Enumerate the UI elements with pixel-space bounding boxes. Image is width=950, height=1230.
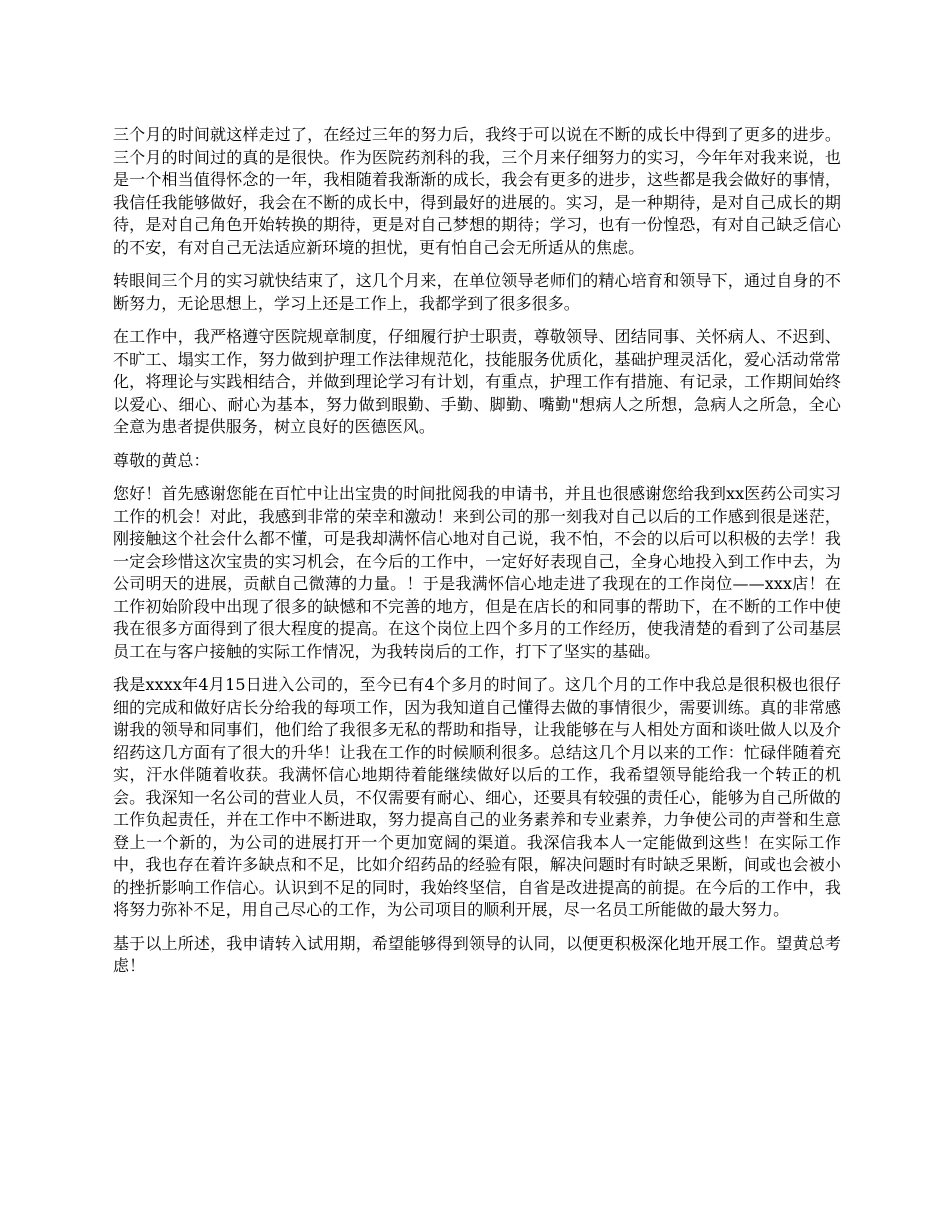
paragraph-work-summary: 我是xxxx年4月15日进入公司的，至今已有4个多月的时间了。这几个月的工作中我总是很积极也很仔细的完成和做好店长分给我的每项工作，因为我知道自己懂得去做的事情很少，需要训练。真的非常感谢我的领导和同事们，他们给了我很多无私的帮助和指导，让我能够在与人相处方面和谈吐做人以及介绍药这几方面有了很大的升华！让我在工作的时候顺利很多。总结这几个月以来的工作：忙碌伴随着充实，汗水伴随着收获。我满怀信心地期待着能继续做好以后的工作，我希望领导能给我一个转正的机会。我深知一名公司的营业人员，不仅需要有耐心、细心，还要具有较强的责任心，能够为自己所做的工作负起责任，并在工作中不断进取，努力提高自己的业务素养和专业素养，力争使公司的声誉和生意登上一个新的，为公司的进展打开一个更加宽阔的渠道。我深信我本人一定能做到这些！在实际工作中，我也存在着许多缺点和不足，比如介绍药品的经验有限，解决问题时有时缺乏果断，间或也会被小的挫折影响工作信心。认识到不足的同时，我始终坚信，自省是改进提高的前提。在今后的工作中，我将努力弥补不足，用自己尽心的工作，为公司项目的顺利开展，尽一名员工所能做的最大努力。	[113, 675, 841, 919]
paragraph-greeting: 您好！首先感谢您能在百忙中让出宝贵的时间批阅我的申请书，并且也很感谢您给我到xx医药公司实习工作的机会！对此，我感到非常的荣幸和激动！来到公司的那一刻我对自己以后的工作感到很是迷茫，刚接触这个社会什么都不懂，可是我却满怀信心地对自己说，我不怕，不会的以后可以积极的去学！我一定会珍惜这次宝贵的实习机会，在今后的工作中，一定好好表现自己，全身心地投入到工作中去，为公司明天的进展，贡献自己微薄的力量。！于是我满怀信心地走进了我现在的工作岗位——xxx店！在工作初始阶段中出现了很多的缺憾和不完善的地方，但是在店长的和同事的帮助下，在不断的工作中使我在很多方面得到了很大程度的提高。在这个岗位上四个多月的工作经历，使我清楚的看到了公司基层员工在与客户接触的实际工作情况，为我转岗后的工作，打下了坚实的基础。	[113, 484, 841, 661]
paragraph-work-conduct: 在工作中，我严格遵守医院规章制度，仔细履行护士职责，尊敬领导、团结同事、关怀病人、不迟到、不旷工、塌实工作，努力做到护理工作法律规范化，技能服务优质化，基础护理灵活化，爱心活动常常化，将理论与实践相结合，并做到理论学习有计划，有重点，护理工作有措施、有记录，工作期间始终以爱心、细心、耐心为基本，努力做到眼勤、手勤、脚勤、嘴勤"想病人之所想，急病人之所急，全心全意为患者提供服务，树立良好的医德医风。	[113, 327, 841, 436]
paragraph-conclusion: 基于以上所述，我申请转入试用期，希望能够得到领导的认同，以便更积极深化地开展工作。望黄总考虑！	[113, 933, 841, 975]
salutation: 尊敬的黄总：	[113, 450, 210, 470]
paragraph-intro: 三个月的时间就这样走过了，在经过三年的努力后，我终于可以说在不断的成长中得到了更多的进步。三个月的时间过的真的是很快。作为医院药剂科的我，三个月来仔细努力的实习，今年年对我来说，也是一个相当值得怀念的一年，我相随着我渐渐的成长，我会有更多的进步，这些都是我会做好的事情，我信任我能够做好，我会在不断的成长中，得到最好的进展的。实习，是一种期待，是对自己成长的期待，是对自己角色开始转换的期待，更是对自己梦想的期待；学习，也有一份惶恐，有对自己缺乏信心的不安，有对自己无法适应新环境的担忧，更有怕自己会无所适从的焦虑。	[113, 125, 841, 257]
document-body	[113, 124, 841, 989]
paragraph-internship-ending: 转眼间三个月的实习就快结束了，这几个月来，在单位领导老师们的精心培育和领导下，通过自身的不断努力，无论思想上，学习上还是工作上，我都学到了很多很多。	[113, 271, 841, 313]
